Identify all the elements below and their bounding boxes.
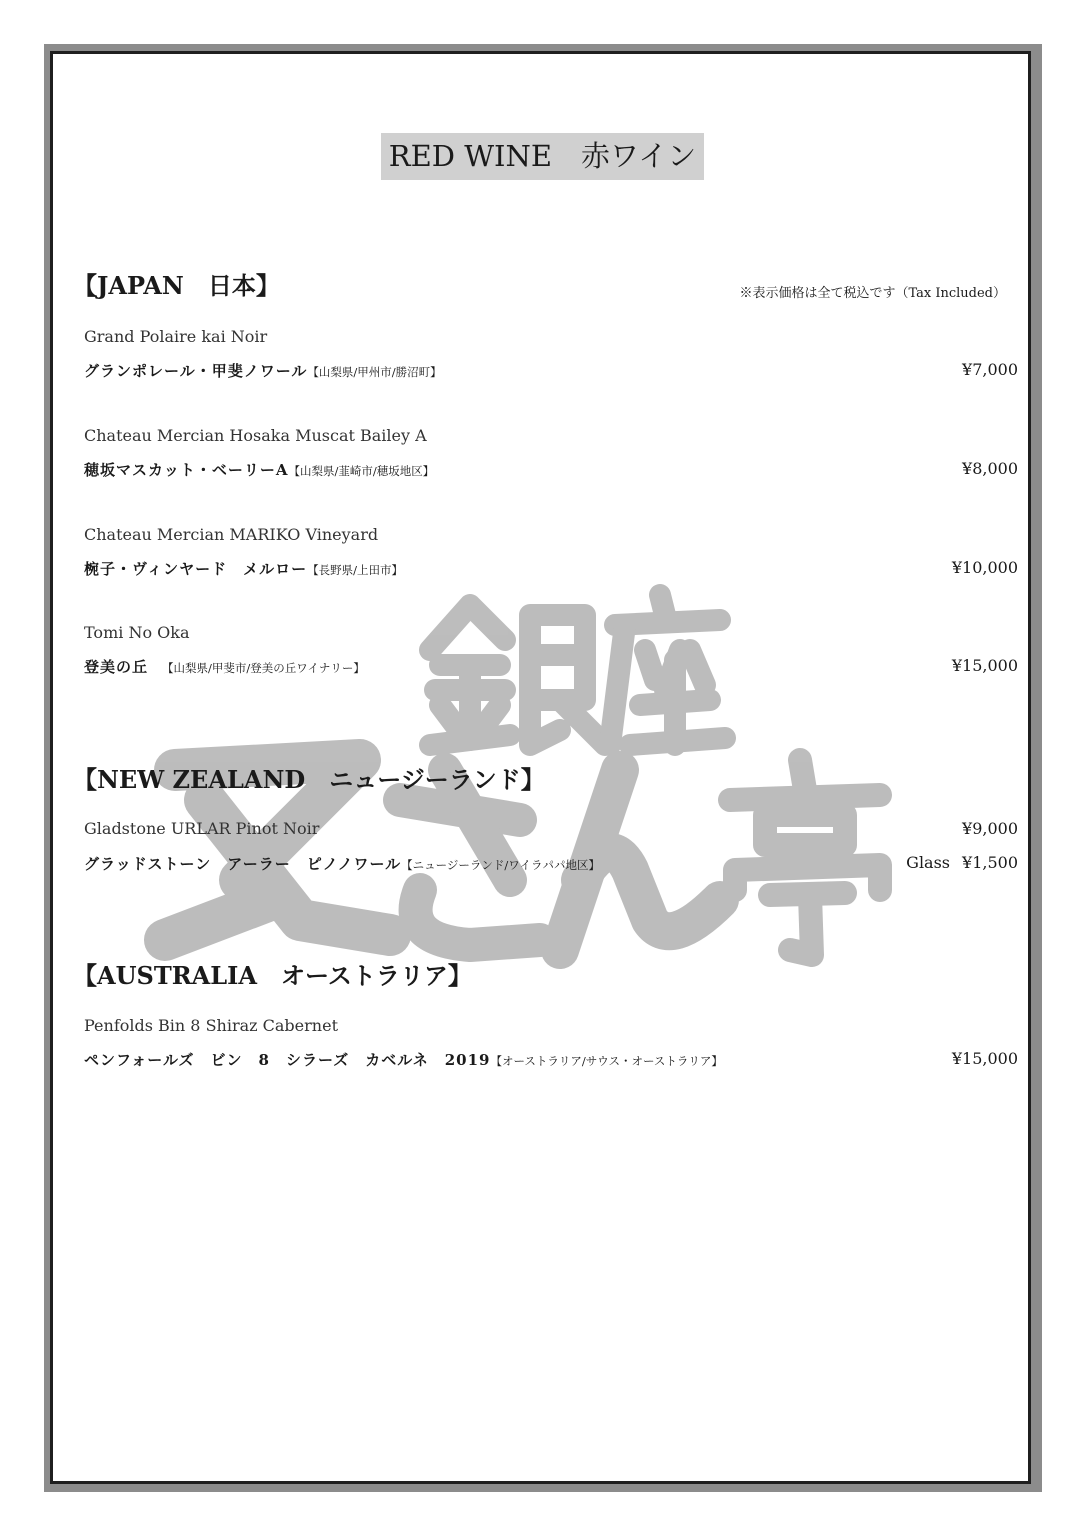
wine-name-ja — [84, 656, 365, 677]
wine-region: 【長野県/上田市】 — [307, 563, 403, 577]
wine-price: ¥7,000 — [962, 360, 1018, 379]
section-heading-japan: 【JAPAN 日本】 — [73, 271, 280, 300]
wine-name-en: Chateau Mercian Hosaka Muscat Bailey A — [84, 426, 427, 445]
wine-name-ja-text: グラッドストーン アーラー ピノノワール — [84, 855, 402, 873]
wine-name-ja — [84, 360, 442, 381]
wine-price: ¥15,000 — [951, 1049, 1018, 1068]
wine-price: ¥15,000 — [951, 656, 1018, 675]
wine-name-en: Grand Polaire kai Noir — [84, 327, 268, 346]
glass-price: ¥1,500 — [962, 853, 1018, 872]
glass-label: Glass — [906, 853, 951, 872]
wine-name-ja — [84, 853, 600, 874]
wine-name-ja — [84, 459, 434, 480]
section-heading-australia: 【AUSTRALIA オーストラリア】 — [73, 961, 472, 990]
menu-title: RED WINE 赤ワイン — [381, 133, 704, 180]
wine-name-ja-text: グランポレール・甲斐ノワール — [84, 362, 308, 380]
wine-name-en: Chateau Mercian MARIKO Vineyard — [84, 525, 379, 544]
wine-region: 【山梨県/韮崎市/穂坂地区】 — [288, 464, 435, 478]
wine-name-ja — [84, 558, 403, 579]
wine-name-ja-text: ペンフォールズ ビン 8 シラーズ カベルネ 2019 — [84, 1051, 491, 1069]
glass-price-row — [906, 853, 1018, 872]
wine-name-ja — [84, 1049, 723, 1070]
wine-region: 【山梨県/甲州市/勝沼町】 — [307, 365, 442, 379]
tax-note: ※表示価格は全て税込です（Tax Included） — [739, 286, 1006, 301]
wine-name-ja-text: 穂坂マスカット・ベーリーA — [84, 461, 289, 479]
wine-name-ja-text: 登美の丘 — [84, 658, 149, 676]
wine-price: ¥9,000 — [962, 819, 1018, 838]
section-heading-new-zealand: 【NEW ZEALAND ニュージーランド】 — [73, 765, 545, 794]
wine-price: ¥8,000 — [962, 459, 1018, 478]
wine-price: ¥10,000 — [951, 558, 1018, 577]
wine-name-ja-text: 椀子・ヴィンヤード メルロー — [84, 560, 308, 578]
wine-name-en: Penfolds Bin 8 Shiraz Cabernet — [84, 1016, 338, 1035]
wine-region: 【山梨県/甲斐市/登美の丘ワイナリー】 — [162, 661, 365, 675]
wine-region: 【オーストラリア/サウス・オーストラリア】 — [490, 1054, 723, 1068]
wine-name-en: Tomi No Oka — [84, 623, 190, 642]
wine-region: 【ニュージーランド/ワイラパパ地区】 — [401, 858, 600, 872]
wine-name-en: Gladstone URLAR Pinot Noir — [84, 819, 320, 838]
